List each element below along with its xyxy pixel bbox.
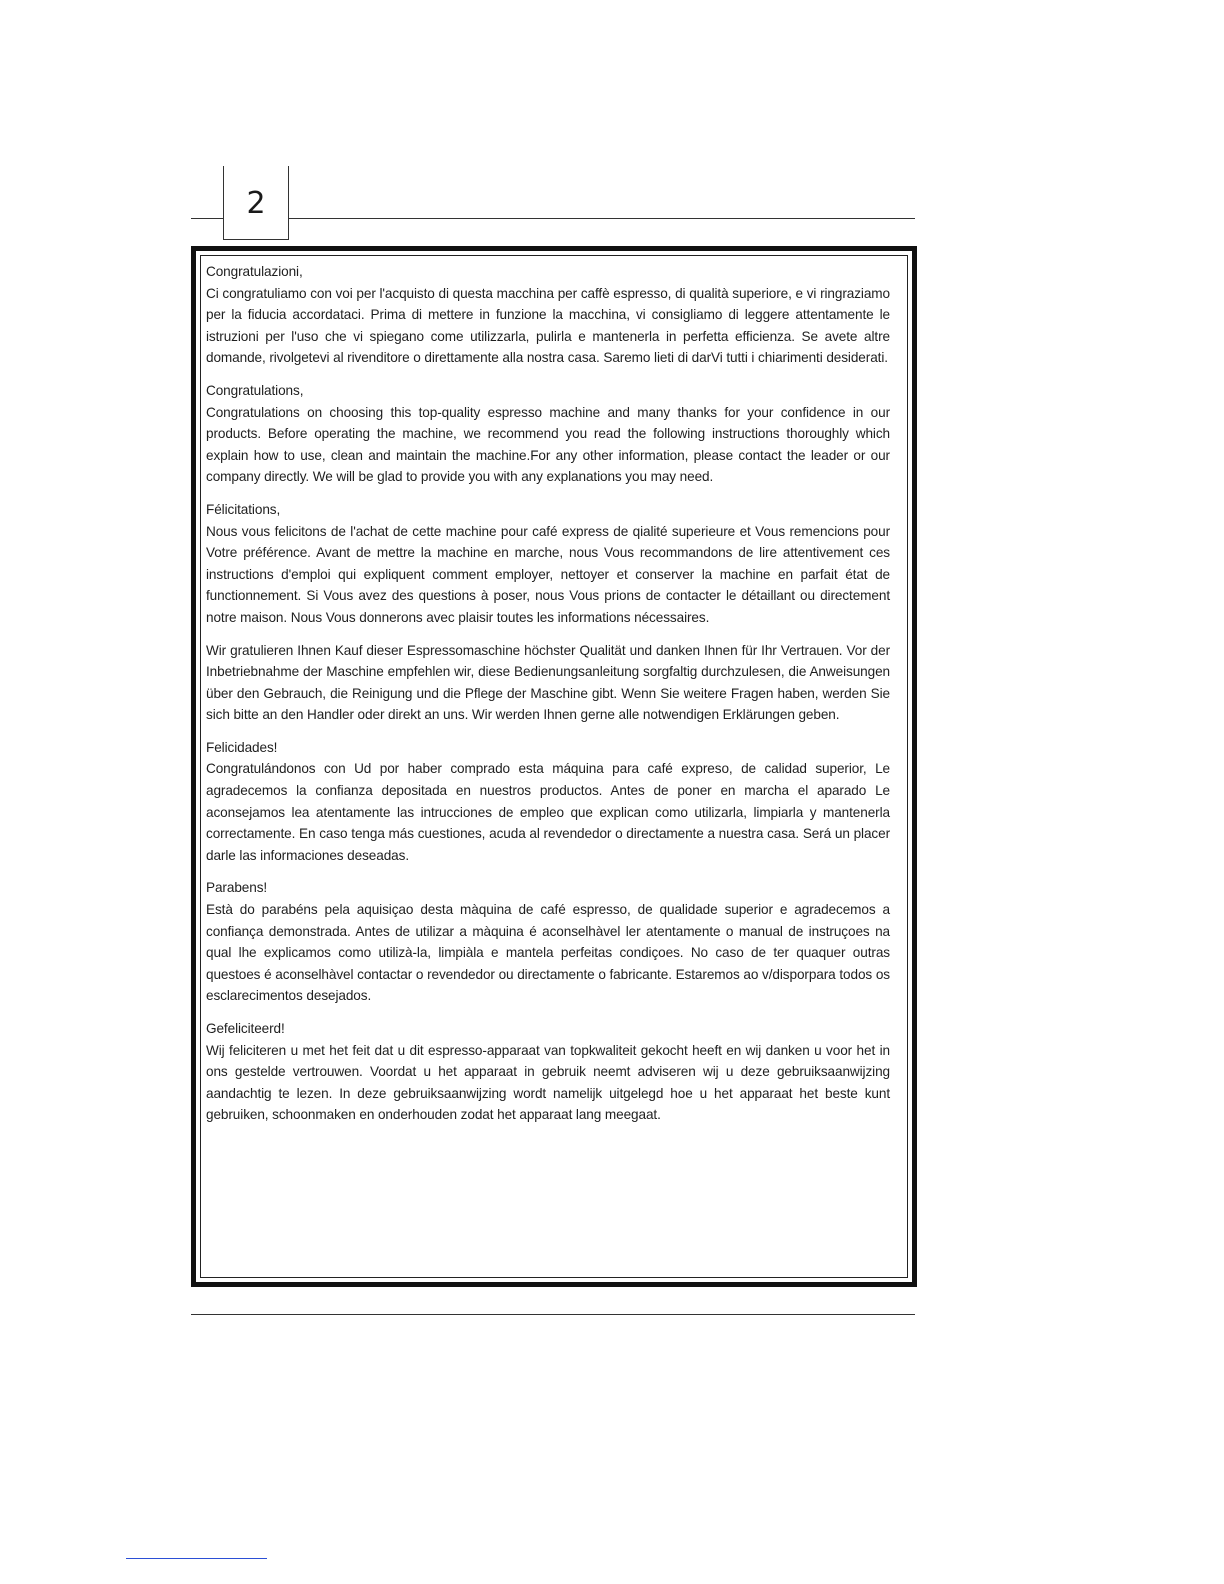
greetings-content [206,261,890,1137]
header-rule-left [191,218,223,219]
page-number-box [223,166,289,240]
section-spanish [206,737,890,867]
section-body: Congratulations on choosing this top-quality espresso machine and many thanks for your confidence in our products. Before operating the machine, we recommend you read the following instructions thoroughly which explain how to use, clean and maintain the machine.For any other information, please contact the leader or our company directly. We will be glad to provide you with any explanations you may need. [206,404,890,485]
section-body: Nous vous felicitons de l'achat de cette machine pour café express de qialité superieure et Vous remencions pour Votre préférence. Avant de mettre la machine en marche, nous Vous recommandons de lire attentivement ces instructions d'emploi qui expliquent comment employer, nettoyer et conserver la machine en parfait état de functionnement. Si Vous avez des questions à poser, nous Vous prions de contacter le détaillant ou directement notre maison. Nous Vous donnerons avec plaisir toutes les informations nécessaires. [206,523,890,625]
section-body: Congratulándonos con Ud por haber comprado esta máquina para café expreso, de calidad superior, Le agradecemos la confianza depositada en nuestros productos. Antes de poner en marcha el aparado Le aconsejamos lea atentamente las intrucciones de empleo que explican como utilizarla, limpiarla y mantenerla correctamente. En caso tenga más cuestiones, acuda al revendedor o directamente a nuestra casa. Será un placer darle las informaciones deseadas. [206,761,890,863]
text-frame [191,246,917,1287]
footer-rule [191,1314,915,1315]
page-number: 2 [246,186,266,221]
section-heading: Parabens! [206,880,268,896]
section-heading: Félicitations, [206,501,281,517]
section-german [206,640,890,726]
section-english [206,380,890,488]
section-dutch [206,1018,890,1126]
section-heading: Gefeliciteerd! [206,1021,285,1036]
section-portuguese [206,877,890,1007]
section-french [206,499,890,629]
footer-link-underline [126,1558,267,1559]
section-heading: Congratulazioni, [206,264,303,279]
header-rule-right [289,218,915,219]
section-italian [206,261,890,369]
section-body: Wir gratulieren Ihnen Kauf dieser Espressomaschine höchster Qualität und danken Ihnen für Ihr Vertrauen. Vor der Inbetriebnahme der Maschine empfehlen wir, diese Bedienungsanleitung sorgfaltig durchzulesen, die Anweisungen über den Gebrauch, die Reinigung und die Pflege der Maschine gibt. Wenn Sie weitere Fragen haben, werden Sie sich bitte an den Handler oder direkt an uns. Wir werden Ihnen gerne alle notwendigen Erklärungen geben. [206,642,890,723]
section-body: Està do parabéns pela aquisiçao desta màquina de café espresso, de qualidade superior e agradecemos a confiança demonstrada. Antes de utilizar a màquina é aconselhàvel ler atentamente o manual de instruçoes na qual lhe explicamos como utilizà-la, limpiàla e mantela perfeitas condiçoes. No caso de ter quaquer outras questoes é aconselhàvel contactar o revendedor ou directamente o fabricante. Estaremos ao v/disporpara todos os esclarecimentos desejados. [206,902,890,1004]
section-body: Ci congratuliamo con voi per l'acquisto di questa macchina per caffè espresso, di qualità superiore, e vi ringraziamo per la fiducia accordataci. Prima di mettere in funzione la macchina, vi consigliamo di leggere attentamente le istruzioni per l'uso che vi spiegano come utilizzarla, pulirla e mantenerla in perfetta efficienza. Se avete altre domande, rivolgetevi al rivenditore o direttamente alla nostra casa. Saremo lieti di darVi tutti i chiarimenti desiderati. [206,285,890,366]
section-heading: Felicidades! [206,739,278,755]
section-heading: Congratulations, [206,382,304,398]
section-body: Wij feliciteren u met het feit dat u dit espresso-apparaat van topkwaliteit gekocht heeft en wij danken u voor het in ons gestelde vertrouwen. Voordat u het apparaat in gebruik neemt adviseren wij u deze gebruiksaanwijzing aandachtig te lezen. In deze gebruiksaanwijzing wordt namelijk uitgelegd hoe u het apparaat het beste kunt gebruiken, schoonmaken en onderhouden zodat het apparaat lang meegaat. [206,1042,890,1123]
